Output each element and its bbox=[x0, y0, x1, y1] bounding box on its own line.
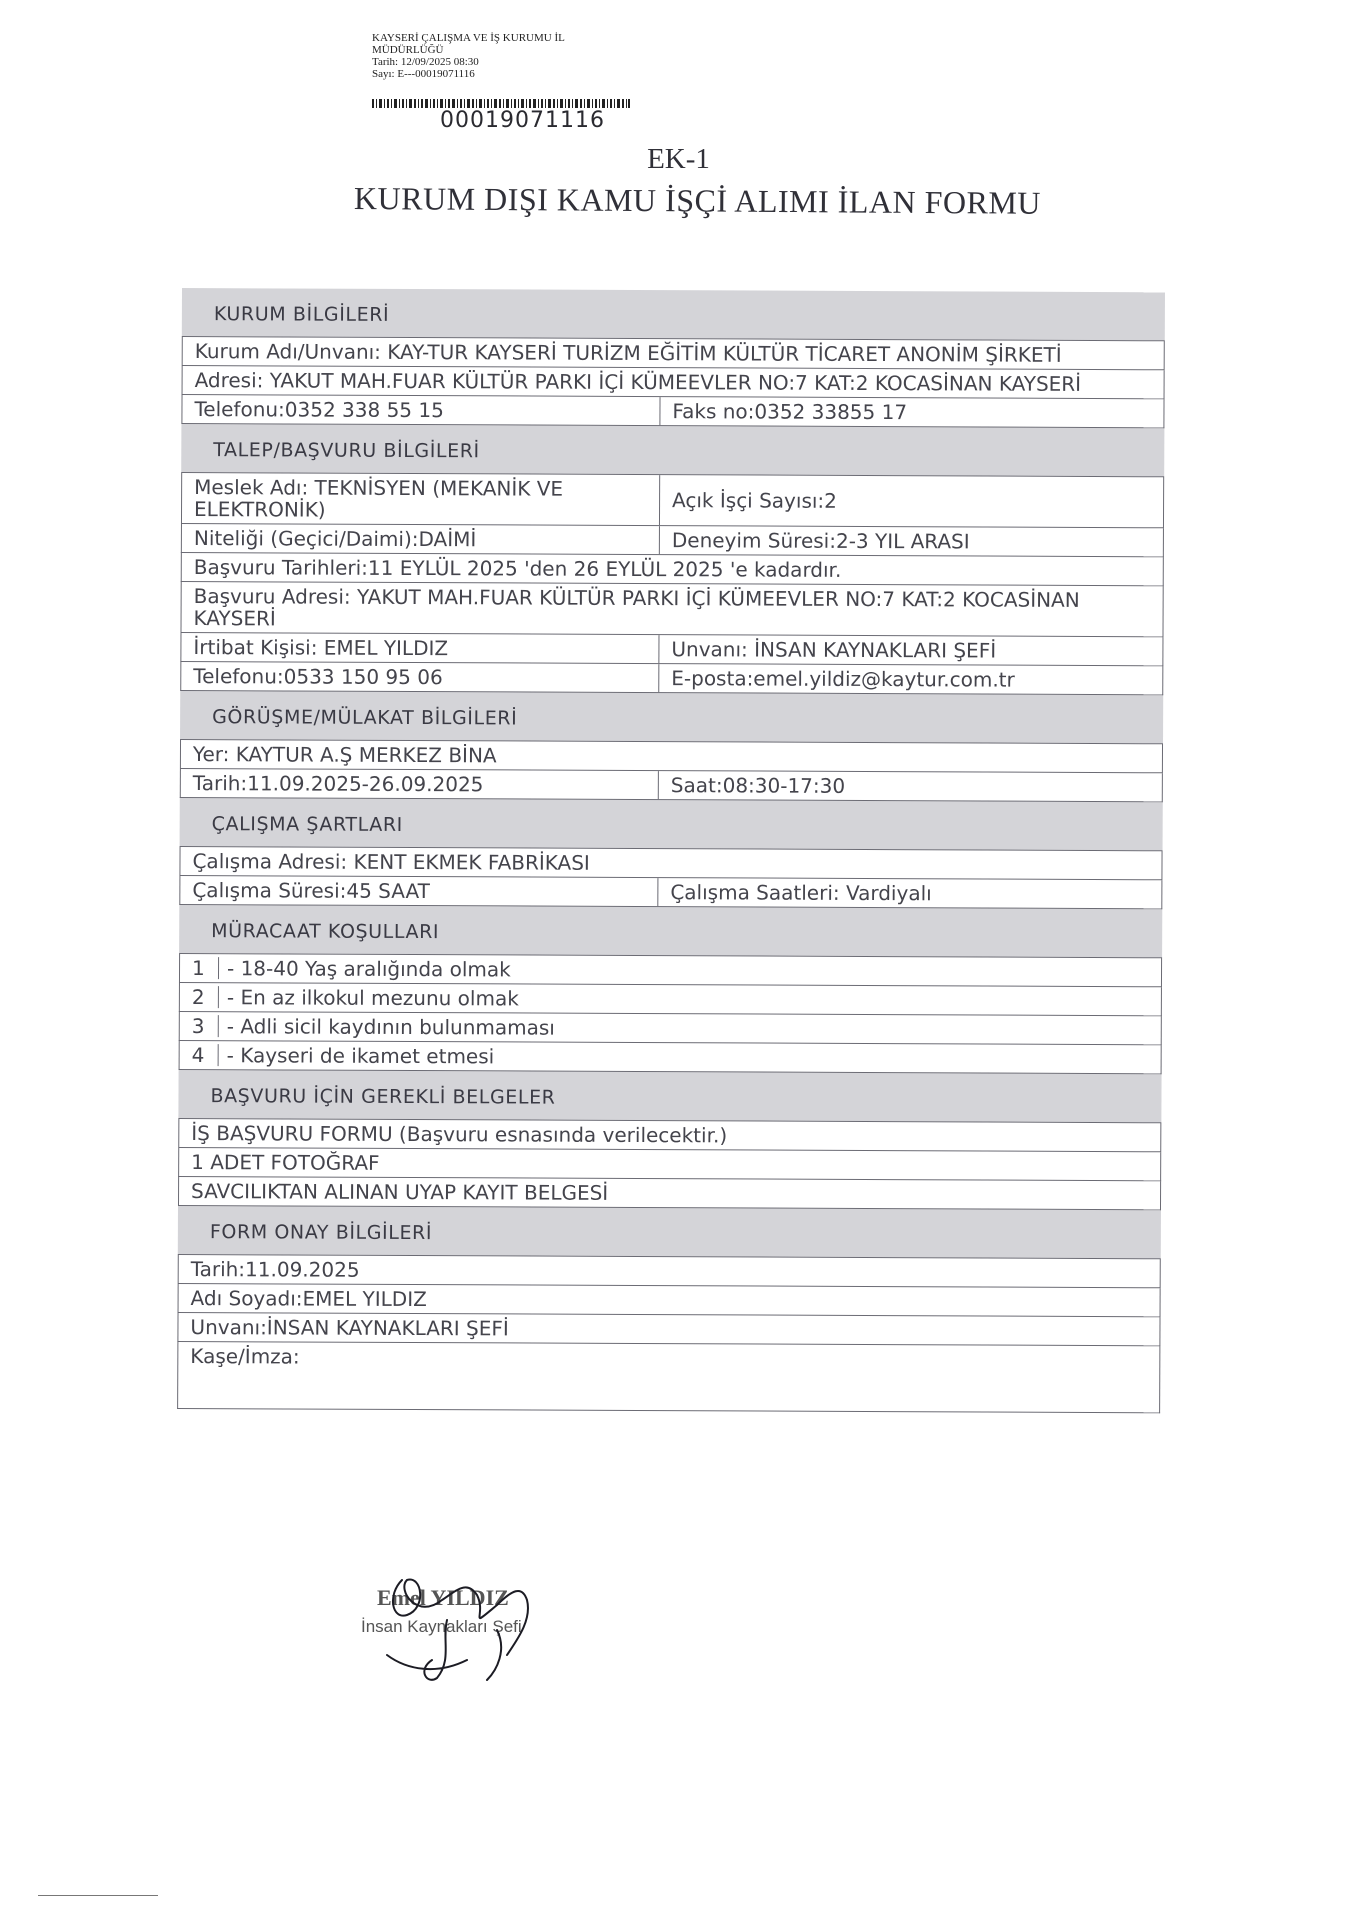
muracaat-item-text: - Adli sicil kaydının bulunmaması bbox=[226, 1014, 555, 1040]
muracaat-item-number: 4 bbox=[192, 1044, 219, 1066]
section-muracaat-heading: MÜRACAAT KOŞULLARI bbox=[179, 905, 1162, 957]
talep-niteligi: Niteliği (Geçici/Daimi):DAİMİ bbox=[193, 526, 477, 552]
muracaat-item bbox=[179, 1012, 1162, 1045]
footer-rule bbox=[38, 1895, 158, 1896]
muracaat-item-text: - 18-40 Yaş aralığında olmak bbox=[226, 956, 511, 982]
calisma-adres: Çalışma Adresi: KENT EKMEK FABRİKASI bbox=[179, 846, 1162, 880]
gorusme-tarih: Tarih:11.09.2025-26.09.2025 bbox=[192, 771, 484, 797]
section-calisma-heading: ÇALIŞMA ŞARTLARI bbox=[180, 798, 1163, 850]
talep-iletisim-row bbox=[180, 662, 1163, 695]
stamp-line-1: KAYSERİ ÇALIŞMA VE İŞ KURUMU İL bbox=[372, 32, 565, 44]
muracaat-item-text: - En az ilkokul mezunu olmak bbox=[226, 985, 519, 1011]
section-kurum-heading: KURUM BİLGİLERİ bbox=[182, 288, 1165, 340]
gorusme-yer: Yer: KAYTUR A.Ş MERKEZ BİNA bbox=[180, 739, 1163, 773]
barcode bbox=[372, 99, 630, 108]
onay-kase-label: Kaşe/İmza: bbox=[190, 1344, 300, 1369]
muracaat-item-text: - Kayseri de ikamet etmesi bbox=[226, 1043, 495, 1069]
signature-stamp bbox=[347, 1560, 587, 1710]
registry-stamp bbox=[372, 32, 632, 80]
section-belgeler-heading: BAŞVURU İÇİN GEREKLİ BELGELER bbox=[178, 1070, 1161, 1122]
kurum-adi: Kurum Adı/Unvanı: KAY-TUR KAYSERİ TURİZM EĞİTİM KÜLTÜR TİCARET ANONİM ŞİRKETİ bbox=[182, 336, 1165, 370]
calisma-sure: Çalışma Süresi:45 SAAT bbox=[192, 878, 430, 904]
talep-acik-isci: Açık İşçi Sayısı:2 bbox=[659, 475, 1163, 527]
barcode-number: 00019071116 bbox=[440, 108, 605, 133]
talep-tarihler: Başvuru Tarihleri:11 EYLÜL 2025 'den 26 EYLÜL 2025 'e kadardır. bbox=[181, 553, 1164, 586]
kurum-adres: Adresi: YAKUT MAH.FUAR KÜLTÜR PARKI İÇİ KÜMEEVLER NO:7 KAT:2 KOCASİNAN KAYSERİ bbox=[182, 366, 1165, 399]
belge-item: SAVCILIKTAN ALINAN UYAP KAYIT BELGESİ bbox=[178, 1177, 1161, 1210]
section-onay-heading: FORM ONAY BİLGİLERİ bbox=[178, 1206, 1161, 1258]
muracaat-item-number: 1 bbox=[192, 957, 219, 979]
gorusme-saat: Saat:08:30-17:30 bbox=[658, 771, 1162, 801]
talep-meslek: Meslek Adı: TEKNİSYEN (MEKANİK VE ELEKTRONİK) bbox=[193, 475, 564, 522]
stamp-line-3: Tarih: 12/09/2025 08:30 bbox=[372, 56, 479, 68]
talep-adres: Başvuru Adresi: YAKUT MAH.FUAR KÜLTÜR PARKI İÇİ KÜMEEVLER NO:7 KAT:2 KOCASİNAN KAYSERİ bbox=[180, 582, 1163, 637]
stamp-line-4: Sayı: E---00019071116 bbox=[372, 68, 475, 80]
calisma-saatler: Çalışma Saatleri: Vardiyalı bbox=[657, 878, 1161, 908]
annex-label: EK-1 bbox=[647, 143, 710, 175]
kurum-telefon: Telefonu:0352 338 55 15 bbox=[194, 397, 444, 423]
talep-irtibat-row bbox=[180, 633, 1163, 666]
form-title: KURUM DIŞI KAMU İŞÇİ ALIMI İLAN FORMU bbox=[353, 180, 1042, 221]
section-gorusme-heading: GÖRÜŞME/MÜLAKAT BİLGİLERİ bbox=[180, 691, 1163, 743]
kurum-faks: Faks no:0352 33855 17 bbox=[659, 397, 1163, 427]
section-talep-heading: TALEP/BAŞVURU BİLGİLERİ bbox=[181, 424, 1164, 476]
onay-unvani: Unvanı:İNSAN KAYNAKLARI ŞEFİ bbox=[177, 1313, 1160, 1346]
signature-title: İnsan Kaynakları Şefi bbox=[361, 1617, 522, 1636]
muracaat-item-number: 3 bbox=[192, 1015, 219, 1037]
onay-adi-soyadi: Adı Soyadı:EMEL YILDIZ bbox=[178, 1284, 1161, 1317]
stamp-line-2: MÜDÜRLÜĞÜ bbox=[372, 44, 444, 56]
muracaat-item bbox=[179, 983, 1162, 1016]
talep-deneyim: Deneyim Süresi:2-3 YIL ARASI bbox=[659, 526, 1163, 556]
talep-eposta: E-posta:emel.yildiz@kaytur.com.tr bbox=[658, 664, 1162, 694]
talep-telefon: Telefonu:0533 150 95 06 bbox=[193, 664, 443, 690]
talep-unvani: Unvanı: İNSAN KAYNAKLARI ŞEFİ bbox=[658, 635, 1162, 665]
onay-tarih: Tarih:11.09.2025 bbox=[178, 1254, 1161, 1288]
gorusme-zaman-row bbox=[180, 769, 1163, 802]
muracaat-item-number: 2 bbox=[192, 986, 219, 1008]
talep-irtibat: İrtibat Kişisi: EMEL YILDIZ bbox=[193, 635, 449, 661]
muracaat-item bbox=[179, 1041, 1162, 1074]
belge-item: 1 ADET FOTOĞRAF bbox=[178, 1148, 1161, 1181]
belge-item: İŞ BAŞVURU FORMU (Başvuru esnasında verilecektir.) bbox=[178, 1118, 1161, 1152]
muracaat-item bbox=[179, 953, 1162, 987]
talep-nitelik-row bbox=[181, 524, 1164, 557]
application-form bbox=[177, 288, 1165, 1413]
calisma-sure-row bbox=[179, 876, 1162, 909]
kurum-contact-row bbox=[181, 395, 1164, 428]
talep-meslek-row bbox=[181, 472, 1164, 528]
onay-kase-imza bbox=[177, 1342, 1160, 1413]
signature-name: Emel YILDIZ bbox=[377, 1585, 509, 1610]
